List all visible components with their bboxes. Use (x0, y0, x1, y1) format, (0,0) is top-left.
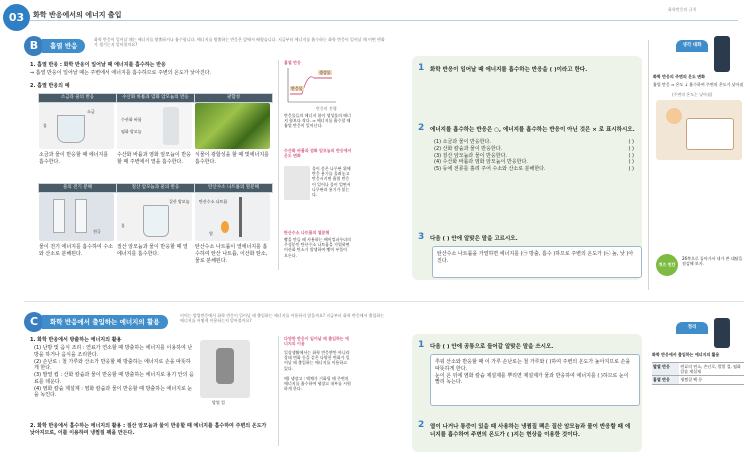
photosynthesis-image (195, 103, 270, 149)
note-text: 물이 묻은 나무판 위에 반응 용기를 올려놓고 반응시키면 흡열 반응이 일어나 물이 얼면서 나무판과 용기가 붙는다. (312, 166, 351, 197)
question-item[interactable]: (1) 소금과 물이 반응한다. ( ) (434, 139, 634, 145)
c-heading: 1. 화학 반응에서 방출하는 에너지의 활용 (30, 337, 122, 343)
note-text: 예) 냉장고 : 액체가 기화될 때 주변의 에너지를 흡수하여 냉장고 내부를 시원하게 한다. (284, 376, 351, 392)
example-caption: 물이 전기 에너지를 흡수하여 수소와 산소로 분해된다. (39, 244, 113, 257)
barium-hydroxide-image: 수산화 바륨 염화 암모늄 (117, 103, 192, 149)
ammonium-nitrate-image: 질산 암모늄 물 (117, 193, 192, 241)
question-number: 2 (418, 123, 425, 133)
bullet-item: 추워 산소와 반응할 때 이 가루 손난로는 철 가루와 ( )하여 주변의 온도가 높아지므로 손을 따뜻하게 한다. (435, 359, 631, 372)
side-note-divider (278, 336, 279, 446)
note-text: 반응물들의 에너지 합이 생성물의 에너지 합보다 작다. ⇒ 에너지를 흡수할 때 흡열 반응이 일어난다. (284, 113, 351, 129)
quiz-badge: 퀴즈 빈칸 (656, 254, 678, 276)
cartoon-image (656, 100, 742, 160)
list-item: (2) 손난로 : 철 가루와 산소가 반응할 때 방출하는 에너지로 손을 따뜻하게 한다. (34, 358, 191, 372)
section-b-badge: B (24, 36, 44, 56)
question-text: 에너지를 흡수하는 반응은 ○, 에너지를 흡수하는 반응이 아닌 것은 × 로 표시하시오. (430, 127, 635, 133)
summary-table: 발열 반응 연료의 연소, 손난로, 발열 컵, 염화 칼슘 제설제 흡열 반응 냉찜질 팩 등 (652, 362, 744, 385)
heating-cup-image (200, 340, 250, 398)
examples-table-row2 (38, 183, 271, 273)
section-b-tab: 흡열 반응 (42, 39, 85, 53)
endothermic-examples-heading: 2. 흡열 반응의 예 (30, 83, 70, 89)
question-item[interactable]: (3) 질산 암모늄과 물이 반응한다. ( ) (434, 152, 634, 159)
question-item[interactable]: (2) 산화 칼슘과 물이 반응한다. ( ) (434, 145, 634, 152)
quiz-text: 26쪽으로 돌아가서 내가 쓴 대답을 점검해 보자. (682, 256, 743, 267)
question-answer-box[interactable]: 탄산수소 나트륨을 가열하면 에너지를 (㉠ 방출, 흡수 )하므로 주변의 온도가 (㉡ 높, 낮 )아진다. (432, 246, 642, 278)
list-item: (3) 발열 컵 : 산화 칼슘과 물이 반응할 때 방출하는 에너지로 용기 안의 음료를 데운다. (34, 372, 194, 385)
bullet-item: 눈이 온 뒤에 염화 칼슘 제설제를 뿌리면 제설제가 물과 반응하여 에너지를 ( )하므로 눈이 빨리 녹는다. (435, 372, 629, 386)
summary-badge: 정리 (676, 322, 708, 334)
section-c-rule (24, 301, 744, 302)
note-title: 다양한 반응이 일어날 때 출입하는 에너지의 이용 (284, 336, 349, 347)
salt-water-image: 소금 물 (39, 103, 114, 149)
list-item: (1) 난방 및 음식 조리 : 연료가 연소할 때 방출하는 에너지를 이용하여 난방을 하거나 음식을 조리한다. (34, 345, 193, 358)
question-answer-box[interactable] (430, 354, 640, 406)
note-text: 빵을 만들 때 사용하는 베이킹파우더의 주성분인 탄산수소 나트륨을 가열하면 이산화 탄소가 발생하여 빵이 부풀어 오른다. (284, 237, 351, 258)
image-caption: 발열 컵 (212, 400, 225, 405)
list-item: (4) 염화 칼슘 제설제 : 염화 칼슘과 물이 반응할 때 방출하는 에너지로 눈을 녹인다. (34, 385, 193, 399)
pencil-icon (714, 318, 730, 348)
example-caption: 소금과 물이 반응할 때 에너지를 흡수한다. (39, 152, 109, 165)
note-title: 수산화 바륨과 염화 암모늄의 반응에서 온도 변화 (284, 148, 352, 159)
note-image (284, 166, 310, 200)
question-text: 다음 ( ) 안에 알맞은 말을 고르시오. (430, 236, 518, 242)
example-header: 탄산수소 나트륨의 열분해 (194, 183, 273, 193)
note-title: 탄산수소 나트륨의 열분해 (284, 230, 330, 235)
example-header: 질산 암모늄과 물의 반응 (116, 183, 195, 193)
example-caption: 질산 암모늄과 물이 반응할 때 열에너지를 흡수한다. (117, 244, 188, 257)
question-items (434, 139, 634, 173)
pencil-icon (714, 36, 730, 72)
question-number: 1 (418, 340, 425, 350)
c-items (34, 345, 194, 399)
question-item[interactable]: (5) 등에 전류를 흘려 주어 수소와 산소로 분해한다. ( ) (434, 166, 634, 172)
c-endothermic-use: 2. 화학 반응에서 흡수하는 에너지의 활용 : 질산 암모늄과 물이 반응할 때 에너지를 흡수하여 주변의 온도가 낮아지므로, 이를 이용하여 냉찜질 팩을 만든다. (30, 423, 267, 436)
question-text: 다음 ( ) 안에 공통으로 들어갈 알맞은 말을 쓰시오. (430, 344, 554, 350)
summary-title: 화학 반응에서 출입하는 에너지의 활용 (652, 352, 720, 357)
header-rule (30, 20, 738, 21)
side-badge: 생각 대화 (676, 40, 708, 52)
side-caption: 화학 반응의 주변의 온도 변화 (653, 74, 705, 79)
section-b-intro: 화학 반응이 일어날 때는 에너지를 방출하거나 흡수합니다. 에너지를 방출하는 반응은 앞에서 배웠습니다. 지금부터 에너지를 흡수하는 화학 반응이 일어날 때 어떤 변화가 생기는지 알아볼까요? (94, 37, 385, 48)
baking-soda-heating-image: 탄산수소 나트륨 열 (195, 193, 270, 241)
question-item[interactable]: (4) 수산화 바륨과 염화 암모늄이 반응한다. ( ) (434, 159, 634, 166)
example-header: 물의 전기 분해 (38, 183, 117, 193)
electrolysis-image: 전극 (39, 193, 114, 241)
example-caption: 식물이 광합성을 할 때 빛에너지를 흡수한다. (195, 152, 269, 165)
page-tag: 화학반응의 규칙 (668, 7, 697, 12)
note-text: 일상생활에서는 화학 반응뿐만 아니라 상태 변화 등을 같은 다양한 변화가 일어날 때 출입하는 에너지를 이용하고 있다. (284, 350, 350, 371)
side-line: (주변의 온도는 낮아짐) (672, 92, 713, 97)
section-c-tab: 화학 반응에서 출입하는 에너지의 활용 (42, 315, 168, 329)
side-note-divider (278, 60, 279, 270)
question-text: 화학 반응이 일어날 때 에너지를 흡수하는 반응을 ( )이라고 한다. (430, 67, 588, 73)
endothermic-definition: 1. 흡열 반응 : 화학 반응이 일어날 때 에너지를 흡수하는 반응 (30, 62, 166, 68)
question-text: 열이 나거나 통증이 있을 때 사용하는 냉찜질 팩은 질산 암모늄과 물이 반응할 때 에너지를 흡수하여 주변의 온도가 ( )지는 현상을 이용한 것이다. (430, 424, 631, 438)
example-header: 소금과 물의 반응 (38, 93, 117, 103)
examples-table-row1 (38, 93, 271, 179)
section-c-intro: 이어는 발열반응에서 화학 반응이 일어날 때 출입하는 에너지를 이용하지 않을까요? 지금부터 화학 반응에서 출입하는 에너지를 어떻게 이용하는지 알아볼까요? (180, 313, 385, 324)
endothermic-explanation: ⇒ 흡열 반응이 일어날 때는 주변에서 에너지를 흡수하므로 주변의 온도가 낮아진다. (30, 70, 212, 76)
note-title: 흡열 반응 (284, 60, 301, 65)
example-header: 광합성 (194, 93, 273, 103)
section-number: 03 (3, 4, 30, 31)
page-title: 화학 반응에서의 에너지 출입 (33, 11, 122, 19)
example-caption: 탄산수소 나트륨이 열에너지를 흡수하여 탄산 나트륨, 이산화 탄소, 물로 분해된다. (195, 244, 268, 264)
question-number: 1 (418, 63, 425, 73)
example-caption: 수산화 바륨과 염화 암모늄이 반응할 때 주변에서 열을 흡수한다. (117, 152, 191, 165)
energy-diagram: 생성물 반응물 (284, 66, 338, 106)
section-c-badge: C (24, 312, 44, 332)
margin-divider (648, 40, 649, 290)
question-number: 2 (418, 420, 425, 430)
side-line: 흡열 반응 ⇒ 온도 ↓ 흡수하여 주변의 온도가 낮아짐 (653, 82, 744, 87)
question-number: 3 (418, 232, 425, 242)
example-header: 수산화 바륨과 염화 암모늄의 반응 (116, 93, 195, 103)
diagram-axis-label: 반응의 진행 (316, 106, 337, 111)
